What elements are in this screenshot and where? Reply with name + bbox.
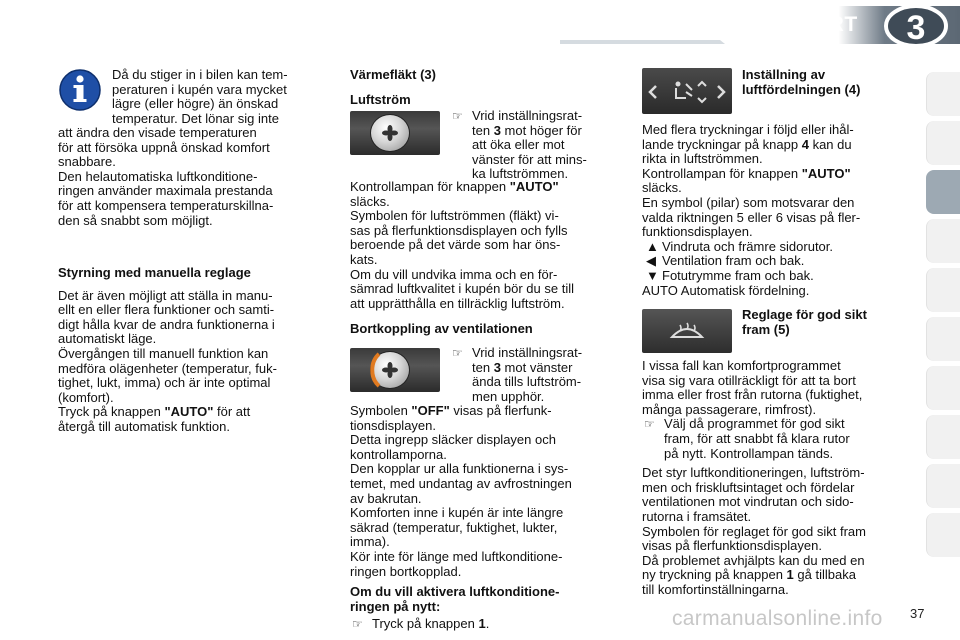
airflow-heading: Luftström bbox=[350, 91, 411, 107]
fan-knob-photo bbox=[350, 111, 440, 155]
lamp-last: släcks. bbox=[350, 193, 390, 209]
defrost-bullet-line: fram, för att snabbt få klara rutor bbox=[664, 430, 850, 446]
off-line: Kör inte för länge med luftkonditione- bbox=[350, 548, 563, 564]
intro-paragraph-top bbox=[112, 68, 320, 126]
symbol-line: Symbolen för luftströmmen (fläkt) vi- bbox=[350, 208, 559, 224]
auto-instruction bbox=[58, 405, 320, 420]
knob-number: 3 bbox=[493, 122, 501, 138]
lamp-prefix: Kontrollampan för knappen bbox=[350, 179, 510, 194]
bullet-text: ten bbox=[472, 359, 494, 375]
disconnect-heading: Bortkoppling av ventilationen bbox=[350, 321, 533, 336]
chapter-title: KOMFORT bbox=[748, 13, 858, 36]
intro-line: lägre (eller högre) än önskad bbox=[112, 96, 279, 112]
lamp-line bbox=[642, 167, 904, 182]
rotate-left-arrow-icon bbox=[368, 352, 382, 388]
defrost-line: imma eller frost från rutorna (fuktighet, bbox=[642, 387, 863, 403]
bullet-text: Vrid inställningsrat- bbox=[472, 345, 583, 360]
manual-line: ellt en eller flera funktioner och samti- bbox=[58, 302, 275, 318]
side-tab-2[interactable] bbox=[926, 121, 960, 165]
disconnect-bullet-line bbox=[450, 361, 612, 376]
defrost-line: I vissa fall kan komfortprogrammet bbox=[642, 358, 841, 373]
side-tab-3-active[interactable] bbox=[926, 170, 960, 214]
end-line: ventilationen mot vindrutan och sido- bbox=[642, 494, 854, 510]
off-line: ringen bortkopplad. bbox=[350, 563, 462, 579]
side-tab-10[interactable] bbox=[926, 513, 960, 557]
lamp-prefix: Kontrollampan för knappen bbox=[642, 165, 802, 181]
lamp-key: "AUTO" bbox=[801, 165, 851, 181]
fan-icon bbox=[382, 125, 398, 141]
off-line bbox=[350, 404, 612, 419]
arrow-option bbox=[642, 254, 904, 269]
intro-line: temperatur. Det lönar sig inte bbox=[112, 110, 279, 126]
intro-line: den så snabbt som möjligt. bbox=[58, 212, 213, 228]
disconnect-bullet-line: ända tills luftström- bbox=[472, 374, 582, 390]
fan-icon bbox=[382, 362, 398, 378]
auto-distribution: AUTO Automatisk fördelning. bbox=[642, 282, 810, 298]
defrost-heading: fram (5) bbox=[742, 321, 790, 337]
intro-line: snabbare. bbox=[58, 154, 116, 170]
end-line: visas på flerfunktionsdisplayen. bbox=[642, 538, 822, 554]
knob-number: 3 bbox=[493, 359, 501, 375]
disconnect-bullet bbox=[450, 346, 612, 404]
distribution-button-photo bbox=[642, 68, 732, 114]
lamp-line bbox=[350, 180, 612, 195]
bullet-text: Välj då programmet för god sikt bbox=[664, 416, 845, 432]
arrow-option-text: Ventilation fram och bak. bbox=[662, 253, 805, 269]
disconnect-heading-wrap bbox=[350, 322, 612, 337]
off-line: säkrad (temperatur, fuktighet, lukter, bbox=[350, 519, 558, 535]
defrost-heading: Reglage för god sikt bbox=[742, 307, 867, 322]
intro-line: för att kompensera temperaturskillna- bbox=[58, 197, 274, 213]
bullet-text: mot vänster bbox=[500, 359, 573, 375]
off-line: Detta ingrepp släcker displayen och bbox=[350, 432, 556, 448]
activate-heading: Om du vill aktivera luftkonditione- bbox=[350, 584, 560, 600]
intro-line: att ändra den visade temperaturen bbox=[58, 125, 257, 140]
hand-pointer-icon: ☞ bbox=[644, 417, 655, 432]
fan-bullet-line: att öka eller mot bbox=[472, 137, 565, 153]
bullet-text: Vrid inställningsrat- bbox=[472, 108, 583, 123]
intro-line: Då du stiger in i bilen kan tem- bbox=[112, 67, 288, 82]
symbol-line: funktionsdisplayen. bbox=[642, 224, 753, 240]
intro-line: peraturen i kupén vara mycket bbox=[112, 81, 287, 97]
dist-line bbox=[642, 138, 904, 153]
arrow-down-icon: ▼ bbox=[646, 267, 659, 283]
last-prefix: ny tryckning på knappen bbox=[642, 567, 787, 583]
defrost-bullet-line bbox=[642, 417, 904, 432]
side-tab-8[interactable] bbox=[926, 415, 960, 459]
hand-pointer-icon: ☞ bbox=[452, 346, 463, 360]
dist-number: 4 bbox=[801, 136, 809, 152]
symbol-line: sämrad luftkvalitet i kupén bör du se till bbox=[350, 281, 574, 297]
off-line: imma). bbox=[350, 534, 390, 550]
side-tab-6[interactable] bbox=[926, 317, 960, 361]
off-line: Komforten inne i kupén är inte längre bbox=[350, 505, 564, 521]
distribution-heading: Inställning av bbox=[742, 67, 826, 82]
end-line: Symbolen för reglaget för god sikt fram bbox=[642, 523, 866, 539]
manual-line: Det är även möjligt att ställa in manu- bbox=[58, 287, 273, 303]
press-prefix: Tryck på knappen bbox=[372, 616, 479, 632]
arrow-option bbox=[642, 240, 904, 255]
intro-line: för att försöka uppnå önskad komfort bbox=[58, 139, 270, 155]
press-suffix: . bbox=[485, 616, 490, 632]
chapter-number: 3 bbox=[906, 9, 926, 47]
disconnect-bullet-line: men upphör. bbox=[472, 388, 545, 404]
air-distribution-icon bbox=[642, 68, 732, 114]
auto-suffix: för att bbox=[213, 404, 251, 420]
off-line: kontrollamporna. bbox=[350, 446, 447, 462]
press-number: 1 bbox=[478, 616, 486, 632]
symbol-line: En symbol (pilar) som motsvarar den bbox=[642, 194, 855, 210]
off-line: av bakrutan. bbox=[350, 490, 422, 506]
manual-line: digt hålla kvar de andra funktionerna i bbox=[58, 316, 275, 332]
end-line: Det styr luftkonditioneringen, luftström- bbox=[642, 465, 865, 481]
defrost-bullet-line: på nytt. Kontrollampan tänds. bbox=[664, 445, 834, 461]
intro-line: Den helautomatiska luftkonditione- bbox=[58, 168, 258, 184]
activate-heading: ringen på nytt: bbox=[350, 598, 441, 614]
hand-pointer-icon: ☞ bbox=[352, 617, 363, 632]
page-number: 37 bbox=[910, 606, 925, 621]
fan-bullet-line bbox=[450, 109, 612, 124]
fan-knob-off-photo bbox=[350, 348, 440, 392]
symbol-line: sas på flerfunktionsdisplayen och fylls bbox=[350, 222, 568, 238]
fan-bullet-line bbox=[450, 124, 612, 139]
defrost-heading-wrap bbox=[742, 308, 902, 337]
auto-instruction-last: återgå till automatisk funktion. bbox=[58, 418, 230, 434]
dist-suffix: kan du bbox=[808, 136, 852, 152]
off-key: "OFF" bbox=[411, 403, 450, 418]
dist-line: Med flera tryckningar i följd eller ihål- bbox=[642, 122, 854, 137]
fan-bullet-line: vänster för att mins- bbox=[472, 151, 587, 167]
watermark: carmanualsonline.info bbox=[672, 607, 883, 630]
off-line: Den kopplar ur alla funktionerna i sys- bbox=[350, 461, 569, 477]
dist-prefix: lande tryckningar på knapp bbox=[642, 136, 802, 152]
side-tab-9[interactable] bbox=[926, 464, 960, 508]
auto-prefix: Tryck på knappen bbox=[58, 404, 165, 420]
manual-line: tighet, lukt, imma) och är inte optimal bbox=[58, 375, 271, 391]
arrow-option-text: Fotutrymme fram och bak. bbox=[662, 267, 814, 283]
manual-line: (komfort). bbox=[58, 389, 114, 405]
symbol-line: valda riktningen 5 eller 6 visas på fler- bbox=[642, 209, 861, 225]
side-tab-7[interactable] bbox=[926, 366, 960, 410]
distribution-heading-wrap bbox=[742, 68, 902, 97]
disconnect-bullet-line bbox=[450, 346, 612, 361]
intro-line: ringen använder maximala prestanda bbox=[58, 183, 273, 199]
off-suffix: visas på flerfunk- bbox=[449, 403, 552, 418]
end-line: men och friskluftsintaget och fördelar bbox=[642, 479, 855, 495]
manual-heading: Styrning med manuella reglage bbox=[58, 265, 251, 280]
end-line: Då problemet avhjälpts kan du med en bbox=[642, 552, 865, 568]
intro-paragraph-bottom bbox=[58, 126, 320, 228]
defrost-line: många passagerare, rimfrost). bbox=[642, 401, 817, 417]
end-line: till komfortinställningarna. bbox=[642, 581, 789, 597]
defrost-button-photo bbox=[642, 309, 732, 353]
fan-section bbox=[350, 68, 612, 107]
arrow-option bbox=[642, 269, 904, 284]
arrow-left-icon: ◀ bbox=[646, 253, 656, 269]
defrost-line: visa sig vara otillräckligt för att ta bort bbox=[642, 372, 856, 388]
symbol-line: Om du vill undvika imma och en för- bbox=[350, 266, 558, 282]
press-button-line bbox=[350, 617, 612, 632]
side-tab-4[interactable] bbox=[926, 219, 960, 263]
bullet-text: ten bbox=[472, 122, 494, 138]
lamp-key: "AUTO" bbox=[509, 179, 559, 194]
arrow-option-text: Vindruta och främre sidorutor. bbox=[662, 238, 834, 254]
hand-pointer-icon: ☞ bbox=[452, 109, 463, 123]
lamp-last: släcks. bbox=[642, 180, 682, 196]
symbol-line: kats. bbox=[350, 251, 378, 267]
dist-line: rikta in luftströmmen. bbox=[642, 151, 763, 167]
arrow-up-icon: ▲ bbox=[646, 238, 659, 254]
last-number: 1 bbox=[786, 567, 794, 583]
end-line bbox=[642, 568, 904, 583]
manual-line: medföra olägenheter (temperatur, fuk- bbox=[58, 360, 277, 376]
windscreen-defrost-icon bbox=[642, 309, 732, 353]
fan-heading: Värmefläkt (3) bbox=[350, 67, 436, 82]
auto-key: "AUTO" bbox=[164, 404, 214, 420]
manual-section bbox=[58, 266, 320, 435]
defrost-text bbox=[642, 359, 904, 598]
off-prefix: Symbolen bbox=[350, 403, 412, 418]
off-text bbox=[350, 404, 612, 632]
off-line: tionsdisplayen. bbox=[350, 417, 436, 433]
end-line: rutorna i framsätet. bbox=[642, 508, 752, 524]
last-suffix: gå tillbaka bbox=[793, 567, 856, 583]
fan-bullet bbox=[450, 109, 612, 182]
fan-bullet-line: ka luftströmmen. bbox=[472, 166, 569, 182]
info-icon bbox=[58, 68, 102, 112]
symbol-line: beroende på det värde som har öns- bbox=[350, 237, 561, 253]
off-line: temet, med undantag av avfrostningen bbox=[350, 475, 572, 491]
distribution-heading: luftfördelningen (4) bbox=[742, 81, 861, 97]
manual-line: automatiskt läge. bbox=[58, 331, 157, 347]
bullet-text: mot höger för bbox=[500, 122, 582, 138]
airflow-text bbox=[350, 180, 612, 311]
side-tab-1[interactable] bbox=[926, 72, 960, 116]
symbol-line: att upprätthålla en tillräcklig luftström. bbox=[350, 295, 565, 311]
distribution-text bbox=[642, 123, 904, 298]
manual-line: Övergången till manuell funktion kan bbox=[58, 345, 269, 361]
side-tab-5[interactable] bbox=[926, 268, 960, 312]
